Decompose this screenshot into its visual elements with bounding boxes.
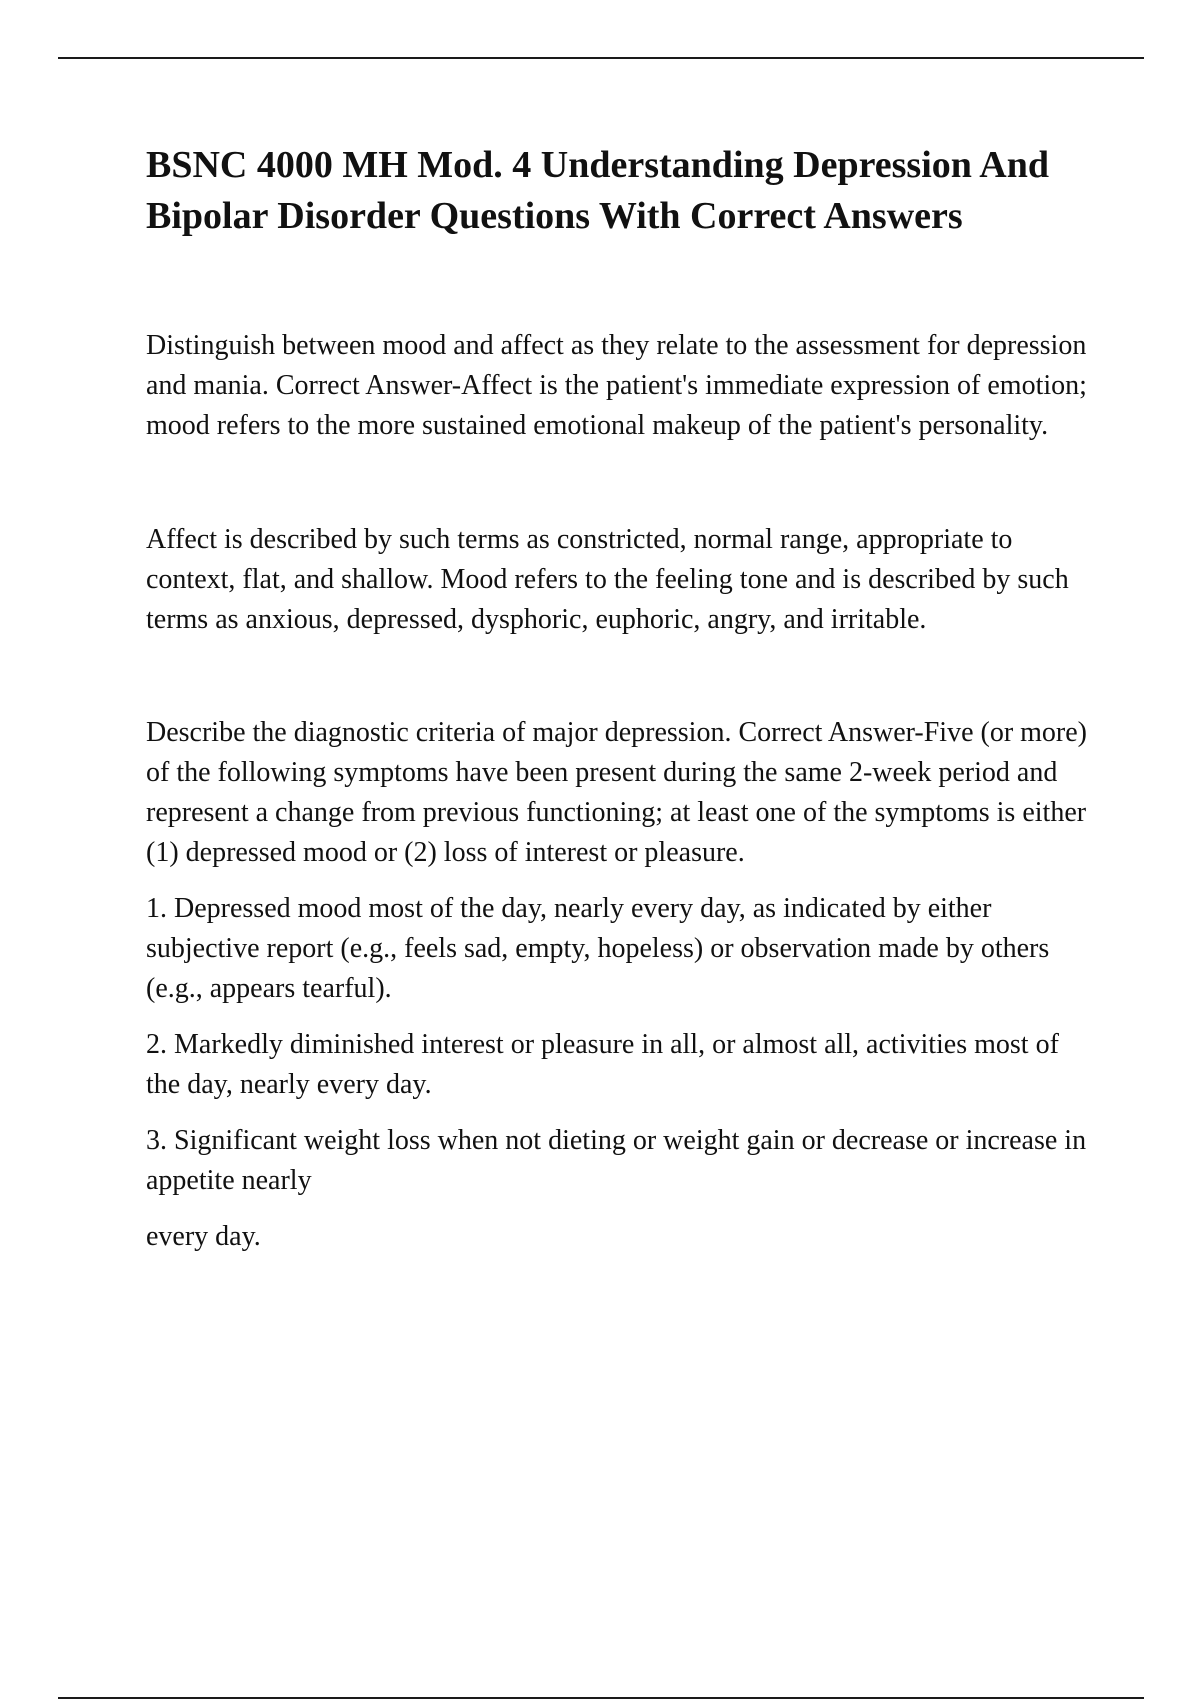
affect-mood-description: Affect is described by such terms as constricted, normal range, appropriate to context, flat, and shallow. Mood refers to the feeling tone and is described by such terms as anxious, depressed, dysphoric, euphoric, angry, and irritable. [146,524,1069,635]
document-body [146,140,1092,1257]
bottom-rule [58,1697,1144,1699]
document-title: BSNC 4000 MH Mod. 4 Understanding Depression And Bipolar Disorder Questions With Correct Answers [146,144,1050,237]
question-major-depression-criteria: Describe the diagnostic criteria of major depression. Correct Answer-Five (or more) of the following symptoms have been present during the same 2-week period and represent a change from previous functioning; at least one of the symptoms is either (1) depressed mood or (2) loss of interest or pleasure. [146,717,1088,868]
question-mood-vs-affect: Distinguish between mood and affect as they relate to the assessment for depression and mania. Correct Answer-Affect is the patient's immediate expression of emotion; mood refers to the more sustained emotional makeup of the patient's personality. [146,330,1087,441]
criterion-3: 3. Significant weight loss when not dieting or weight gain or decrease or increase in appetite nearly [146,1125,1087,1196]
top-rule [58,57,1144,59]
criterion-1: 1. Depressed mood most of the day, nearly every day, as indicated by either subjective report (e.g., feels sad, empty, hopeless) or observation made by others (e.g., appears tearful). [146,893,1050,1004]
criterion-3-continuation: every day. [146,1221,261,1252]
criterion-2: 2. Markedly diminished interest or pleasure in all, or almost all, activities most of the day, nearly every day. [146,1029,1059,1100]
